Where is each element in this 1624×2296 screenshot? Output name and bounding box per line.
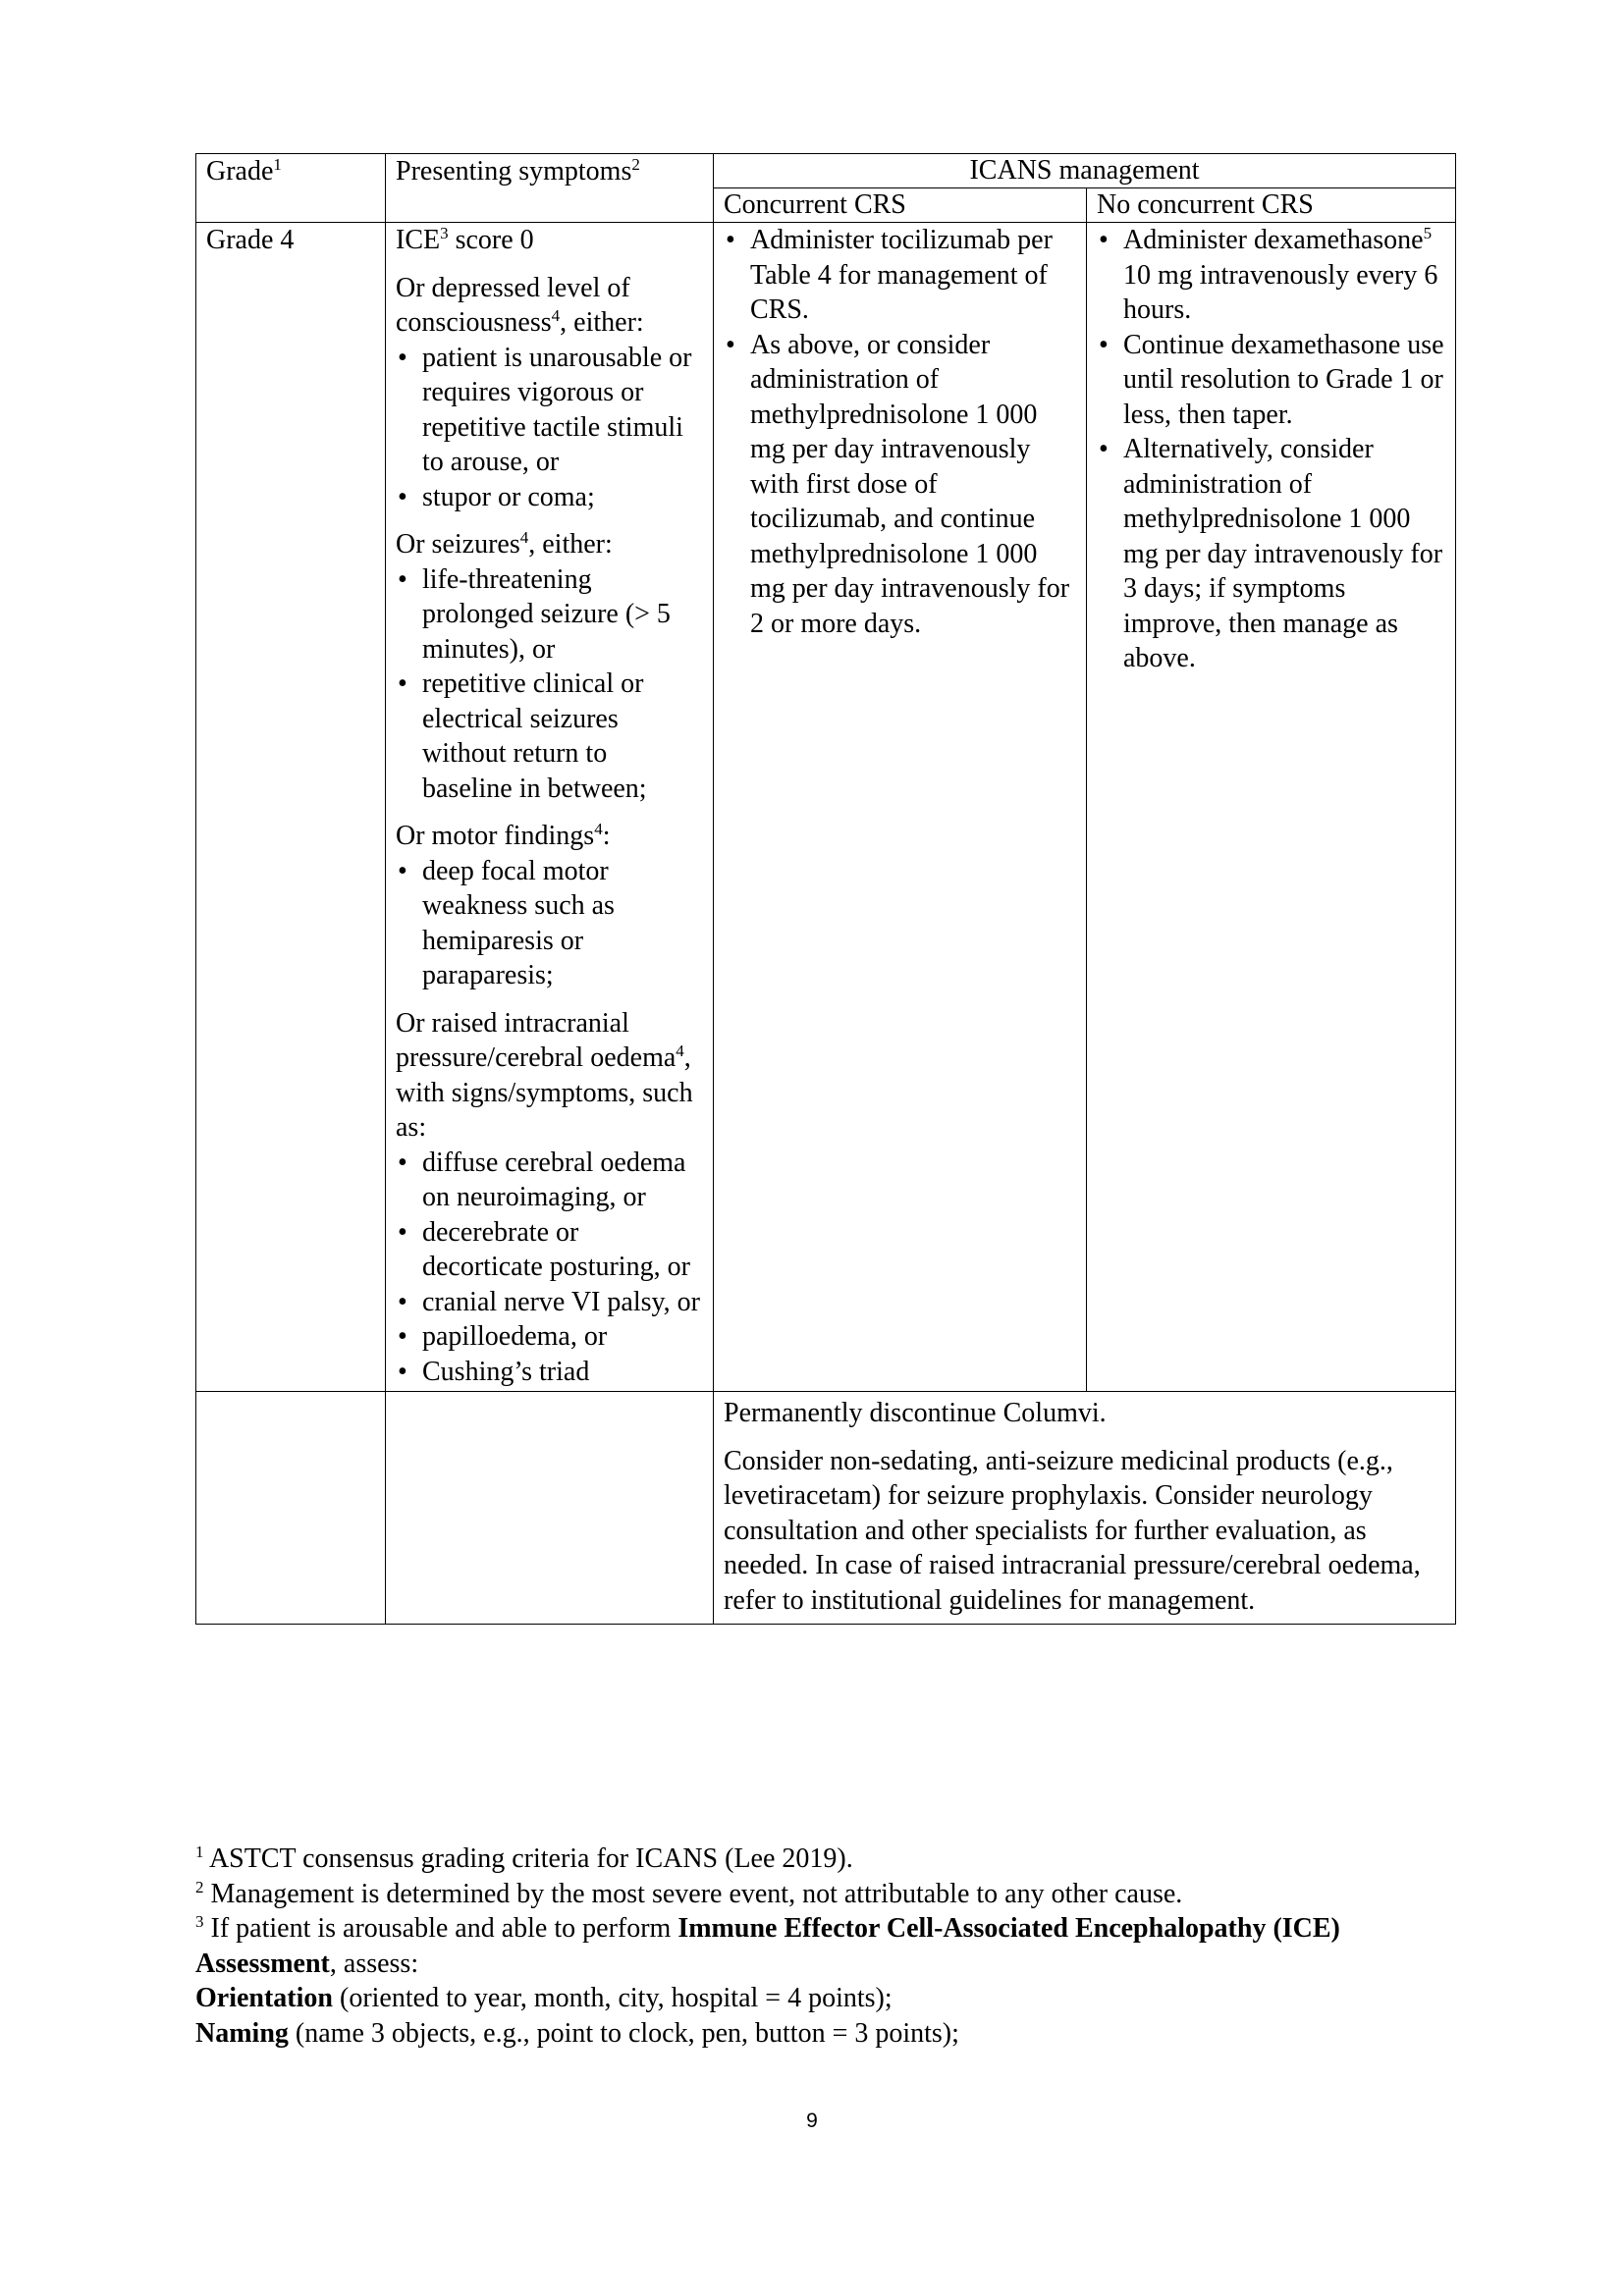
list-item: • patient is unarousable or requires vigorous or repetitive tactile stimuli to arouse, or (396, 341, 703, 480)
footnote-3: $^3$ If patient is arousable and able to perform Immune Effector Cell-Associated Encephalopathy (ICE) Assessment, assess: (195, 1912, 1340, 1979)
list-item: • Administer tocilizumab per Table 4 for management of CRS. (724, 223, 1076, 328)
list-item: • Continue dexamethasone use until resolution to Grade 1 or less, then taper. (1097, 328, 1445, 433)
list-item: • stupor or coma; (396, 480, 703, 515)
page-number: 9 (806, 2109, 818, 2132)
table-header-row (196, 154, 1456, 188)
header-grade: Grade$^1$ (196, 154, 386, 223)
concurrent-crs-cell (714, 223, 1087, 1392)
seizure-prophylaxis-text: Consider non-sedating, anti-seizure medicinal products (e.g., levetiracetam) for seizure prophylaxis. Consider neurology consultation and other specialists for further evaluation, as needed. In case of raised intracranial pressure/cerebral oedema, refer to institutional guidelines for management. (724, 1445, 1421, 1616)
discontinue-text: Permanently discontinue Columvi. (724, 1398, 1107, 1428)
no-concurrent-crs-cell (1087, 223, 1456, 1392)
seizures-section: Or seizures$^4$, either: • life-threatening prolonged seizure (> 5 minutes), or • repetitive clinical or electrical seizures without return to baseline in between; (396, 527, 703, 806)
common-management-cell (714, 1392, 1456, 1625)
header-no-concurrent-crs: No concurrent CRS (1087, 188, 1456, 223)
list-item: • diffuse cerebral oedema on neuroimaging, or (396, 1146, 703, 1215)
footnotes (195, 1842, 1462, 2051)
list-item: • life-threatening prolonged seizure (> 5 minutes), or (396, 562, 703, 667)
presenting-symptoms-cell (386, 223, 714, 1392)
list-item: • decerebrate or decorticate posturing, or (396, 1215, 703, 1285)
table-row-grade-4 (196, 223, 1456, 1392)
list-item: • papilloedema, or (396, 1319, 703, 1355)
icp-section: Or raised intracranial pressure/cerebral oedema$^4$, with signs/symptoms, such as: • diffuse cerebral oedema on neuroimaging, or • decerebrate or decorticate posturing, or • cranial nerve VI palsy, or • papilloedema, or • Cushing’s triad (396, 1006, 703, 1390)
table-row-common-management (196, 1392, 1456, 1625)
icans-management-table (195, 153, 1456, 1625)
footnote-2: $^2$ Management is determined by the most severe event, not attributable to any other cause. (195, 1877, 1183, 1909)
list-item: • repetitive clinical or electrical seizures without return to baseline in between; (396, 667, 703, 806)
header-concurrent-crs: Concurrent CRS (714, 188, 1087, 223)
list-item: • Cushing’s triad (396, 1355, 703, 1390)
ice-score: ICE$^3$ score 0 (396, 224, 534, 255)
list-item: • As above, or consider administration of methylprednisolone 1 000 mg per day intravenously with first dose of tocilizumab, and continue methylprednisolone 1 000 mg per day intravenously for 2 or more days. (724, 328, 1076, 642)
list-item: • Alternatively, consider administration of methylprednisolone 1 000 mg per day intravenously for 3 days; if symptoms improve, then manage as above. (1097, 432, 1445, 676)
list-item: • Administer dexamethasone$^5$ 10 mg intravenously every 6 hours. (1097, 223, 1445, 328)
empty-cell (386, 1392, 714, 1625)
list-item: • cranial nerve VI palsy, or (396, 1285, 703, 1320)
consciousness-section: Or depressed level of consciousness$^4$, either: • patient is unarousable or requires vigorous or repetitive tactile stimuli to arouse, or • stupor or coma; (396, 271, 703, 515)
naming-line: Naming (name 3 objects, e.g., point to clock, pen, button = 3 points); (195, 2017, 959, 2049)
header-icans-management: ICANS management (714, 154, 1456, 188)
list-item: • deep focal motor weakness such as hemiparesis or paraparesis; (396, 854, 703, 993)
header-presenting-symptoms: Presenting symptoms$^2$ (386, 154, 714, 223)
grade-4-label: Grade 4 (196, 223, 386, 1392)
orientation-line: Orientation (oriented to year, month, city, hospital = 4 points); (195, 1983, 893, 2013)
motor-findings-section: Or motor findings$^4$: • deep focal motor weakness such as hemiparesis or paraparesis; (396, 819, 703, 993)
empty-cell (196, 1392, 386, 1625)
footnote-1: $^1$ ASTCT consensus grading criteria for ICANS (Lee 2019). (195, 1842, 853, 1874)
